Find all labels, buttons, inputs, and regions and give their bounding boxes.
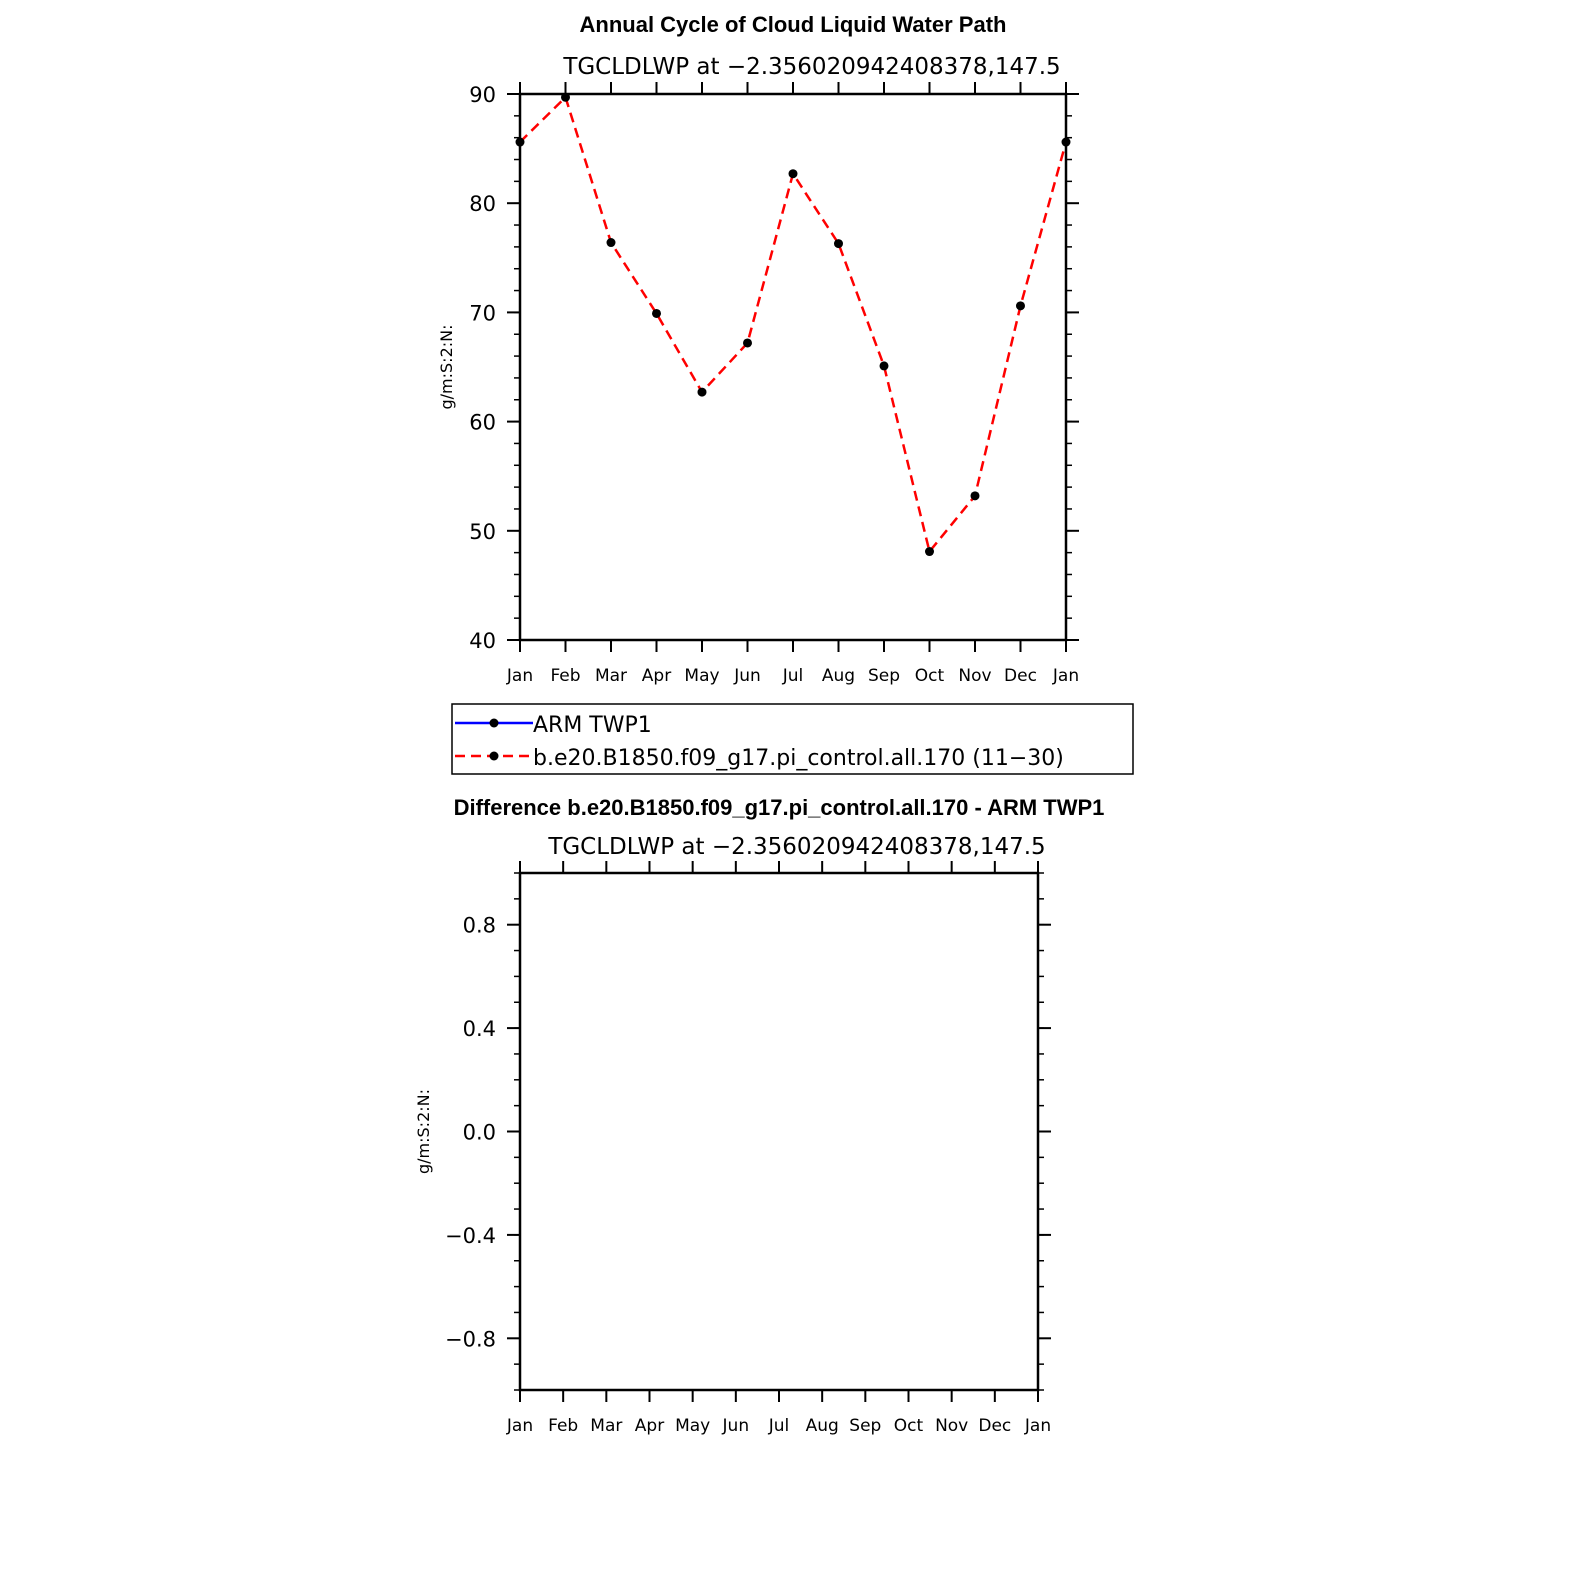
x-tick-label: Nov bbox=[935, 1416, 969, 1436]
data-point bbox=[789, 169, 798, 178]
x-tick-label: Mar bbox=[594, 666, 628, 686]
x-tick-label: May bbox=[675, 1416, 711, 1436]
x-tick-label: Jul bbox=[782, 666, 804, 686]
x-tick-label: Oct bbox=[914, 666, 945, 686]
y-axis-label: g/m:S:2:N: bbox=[414, 1089, 433, 1174]
y-tick-label: 0.8 bbox=[462, 913, 496, 938]
x-tick-label: Dec bbox=[1004, 666, 1037, 686]
data-point bbox=[880, 361, 889, 370]
x-tick-label: Mar bbox=[590, 1416, 623, 1436]
chart-subtitle: TGCLDLWP at −2.356020942408378,147.5 bbox=[548, 834, 1046, 860]
y-tick-label: −0.4 bbox=[445, 1223, 496, 1248]
data-point bbox=[516, 138, 525, 147]
x-tick-label: Apr bbox=[634, 1416, 665, 1436]
y-axis-label: g/m:S:2:N: bbox=[437, 324, 456, 410]
x-tick-label: Jan bbox=[506, 1416, 534, 1436]
x-tick-label: Apr bbox=[641, 666, 672, 686]
x-tick-label: Jun bbox=[722, 1416, 750, 1436]
x-tick-label: Dec bbox=[978, 1416, 1012, 1436]
data-point bbox=[652, 309, 661, 318]
y-tick-label: 0.0 bbox=[462, 1120, 496, 1145]
data-point bbox=[834, 239, 843, 248]
x-tick-label: Aug bbox=[821, 666, 856, 686]
chart-subtitle: TGCLDLWP at −2.356020942408378,147.5 bbox=[563, 54, 1061, 80]
x-tick-label: Feb bbox=[550, 666, 581, 686]
x-tick-label: Jan bbox=[506, 666, 534, 686]
y-tick-label: 50 bbox=[469, 519, 496, 544]
chart-title: Annual Cycle of Cloud Liquid Water Path bbox=[579, 12, 1007, 37]
x-tick-label: Sep bbox=[849, 1416, 882, 1436]
x-tick-label: Aug bbox=[805, 1416, 839, 1436]
x-tick-label: Sep bbox=[867, 666, 901, 686]
y-tick-label: 80 bbox=[469, 192, 496, 217]
x-tick-label: Jan bbox=[1052, 666, 1080, 686]
data-point bbox=[743, 338, 752, 347]
data-point bbox=[561, 93, 570, 102]
legend-marker bbox=[490, 752, 499, 761]
y-tick-label: 70 bbox=[469, 301, 496, 326]
x-tick-label: Oct bbox=[893, 1416, 924, 1436]
data-point bbox=[971, 491, 980, 500]
x-tick-label: Jan bbox=[1024, 1416, 1052, 1436]
y-tick-label: 0.4 bbox=[462, 1017, 496, 1042]
data-point bbox=[698, 388, 707, 397]
x-tick-label: May bbox=[684, 666, 720, 686]
x-tick-label: Feb bbox=[548, 1416, 579, 1436]
y-tick-label: 40 bbox=[469, 629, 496, 653]
x-tick-label: Nov bbox=[958, 666, 992, 686]
y-tick-label: −0.8 bbox=[445, 1327, 496, 1352]
data-point bbox=[607, 238, 616, 247]
series-line bbox=[520, 97, 1066, 551]
chart-title: Difference b.e20.B1850.f09_g17.pi_control.all.170 - ARM TWP1 bbox=[453, 795, 1105, 820]
data-point bbox=[1062, 138, 1071, 147]
data-point bbox=[1016, 301, 1025, 310]
y-tick-label: 60 bbox=[469, 410, 496, 435]
x-tick-label: Jun bbox=[734, 666, 761, 686]
y-tick-label: 90 bbox=[469, 83, 496, 107]
data-point bbox=[925, 547, 934, 556]
legend-label: ARM TWP1 bbox=[533, 713, 652, 738]
plot-frame bbox=[520, 873, 1038, 1390]
x-tick-label: Jul bbox=[768, 1416, 790, 1436]
legend-marker bbox=[490, 719, 499, 728]
legend-label: b.e20.B1850.f09_g17.pi_control.all.170 (11−30) bbox=[533, 746, 1064, 771]
